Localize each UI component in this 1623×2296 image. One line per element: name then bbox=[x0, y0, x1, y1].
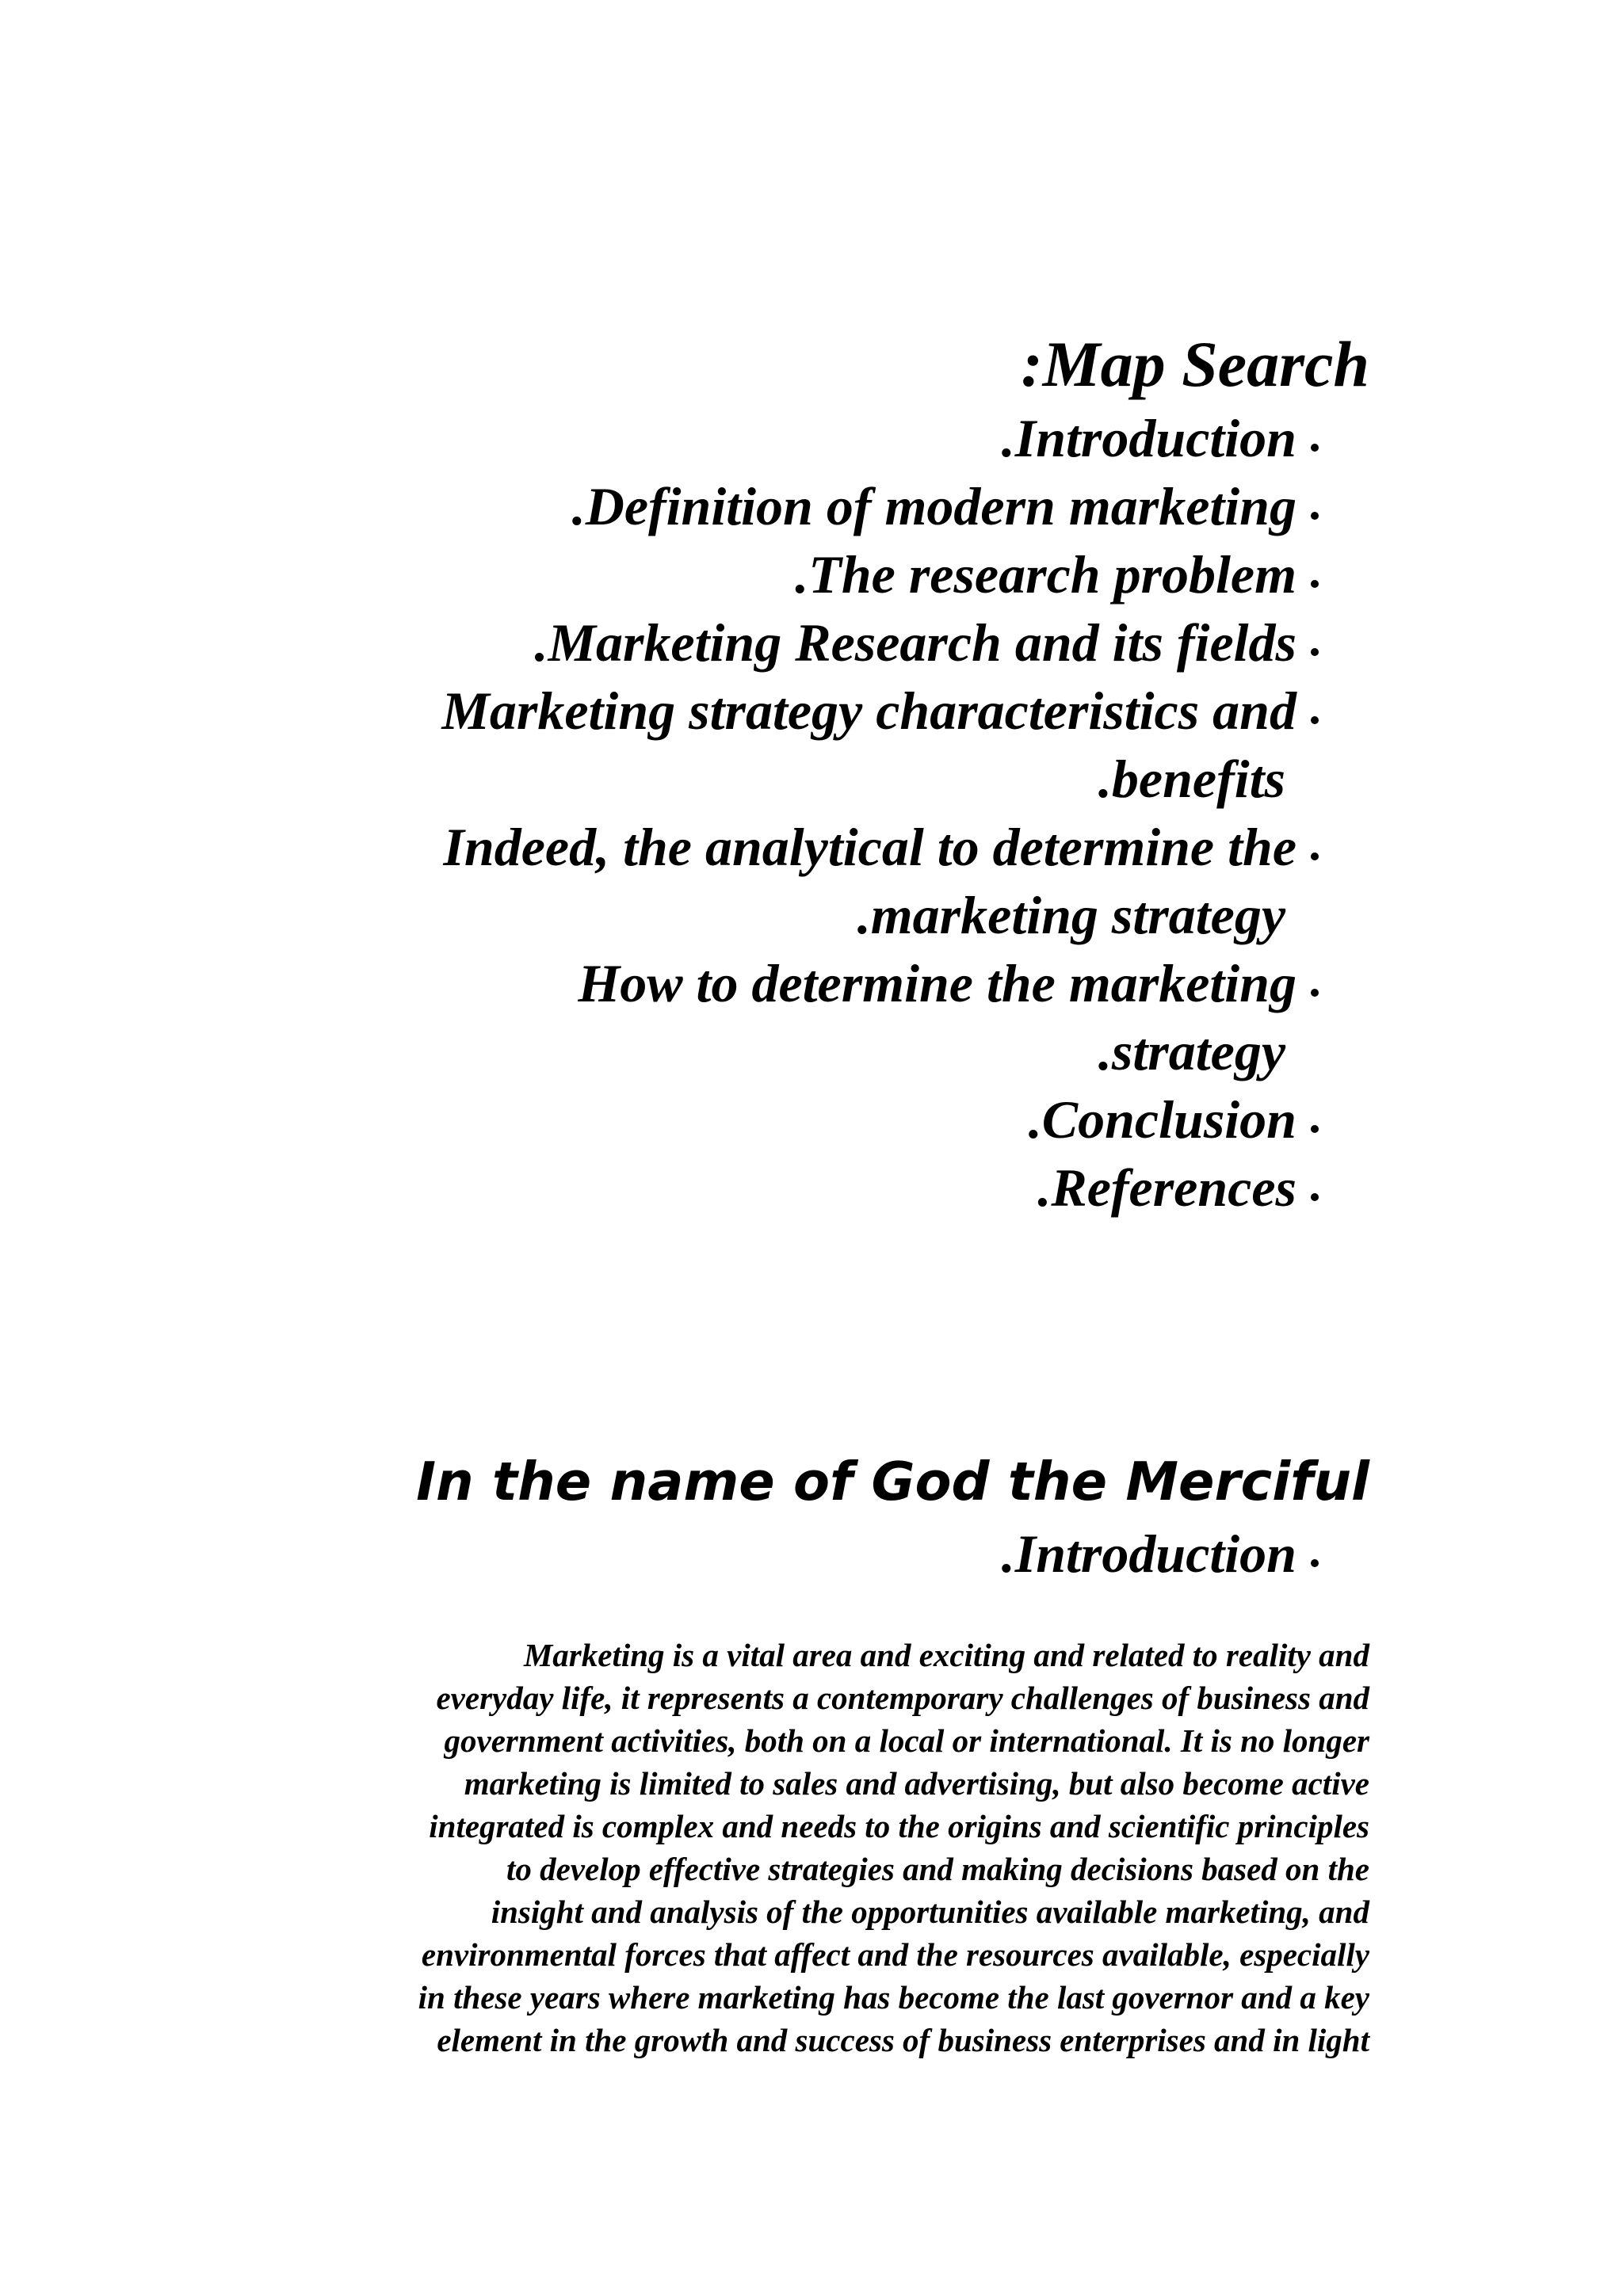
toc-item: .Conclusion bbox=[29, 1085, 1296, 1154]
toc-item: How to determine the marketing bbox=[29, 949, 1296, 1017]
toc-item: .Introduction bbox=[29, 404, 1296, 472]
introduction-paragraph bbox=[181, 1634, 1369, 2061]
toc-item: .Marketing Research and its fields bbox=[29, 608, 1296, 677]
table-of-contents bbox=[29, 404, 1296, 1222]
toc-item: Marketing strategy characteristics and bbox=[29, 677, 1296, 745]
toc-item: .References bbox=[29, 1154, 1296, 1222]
paragraph-line: government activities, both on a local or international. It is no longer bbox=[444, 1722, 1369, 1759]
paragraph-line: Marketing is a vital area and exciting and related to reality and bbox=[523, 1637, 1369, 1673]
paragraph-line: integrated is complex and needs to the origins and scientific principles bbox=[429, 1808, 1369, 1844]
paragraph-line: element in the growth and success of business enterprises and in light bbox=[437, 2022, 1369, 2058]
toc-item-continuation: .benefits bbox=[1098, 749, 1285, 809]
introduction-heading: .Introduction bbox=[1002, 1520, 1296, 1588]
toc-item: .Definition of modern marketing bbox=[29, 472, 1296, 540]
paragraph-line: to develop effective strategies and making decisions based on the bbox=[506, 1851, 1369, 1887]
toc-item: Indeed, the analytical to determine the bbox=[29, 813, 1296, 881]
toc-item: .The research problem bbox=[29, 540, 1296, 608]
toc-item-continuation: .strategy bbox=[1098, 1021, 1285, 1081]
basmala-heading: In the name of God the Merciful bbox=[416, 1451, 1369, 1512]
paragraph-line: environmental forces that affect and the resources available, especially bbox=[421, 1936, 1369, 1973]
paragraph-line: insight and analysis of the opportunities available marketing, and bbox=[491, 1894, 1369, 1930]
paragraph-line: everyday life, it represents a contemporary challenges of business and bbox=[436, 1680, 1369, 1716]
paragraph-line: in these years where marketing has become the last governor and a key bbox=[418, 1979, 1369, 2016]
toc-item-continuation: .marketing strategy bbox=[857, 885, 1285, 945]
map-search-title: :Map Search bbox=[1021, 328, 1369, 400]
paragraph-line: marketing is limited to sales and advertising, but also become active bbox=[464, 1765, 1369, 1802]
